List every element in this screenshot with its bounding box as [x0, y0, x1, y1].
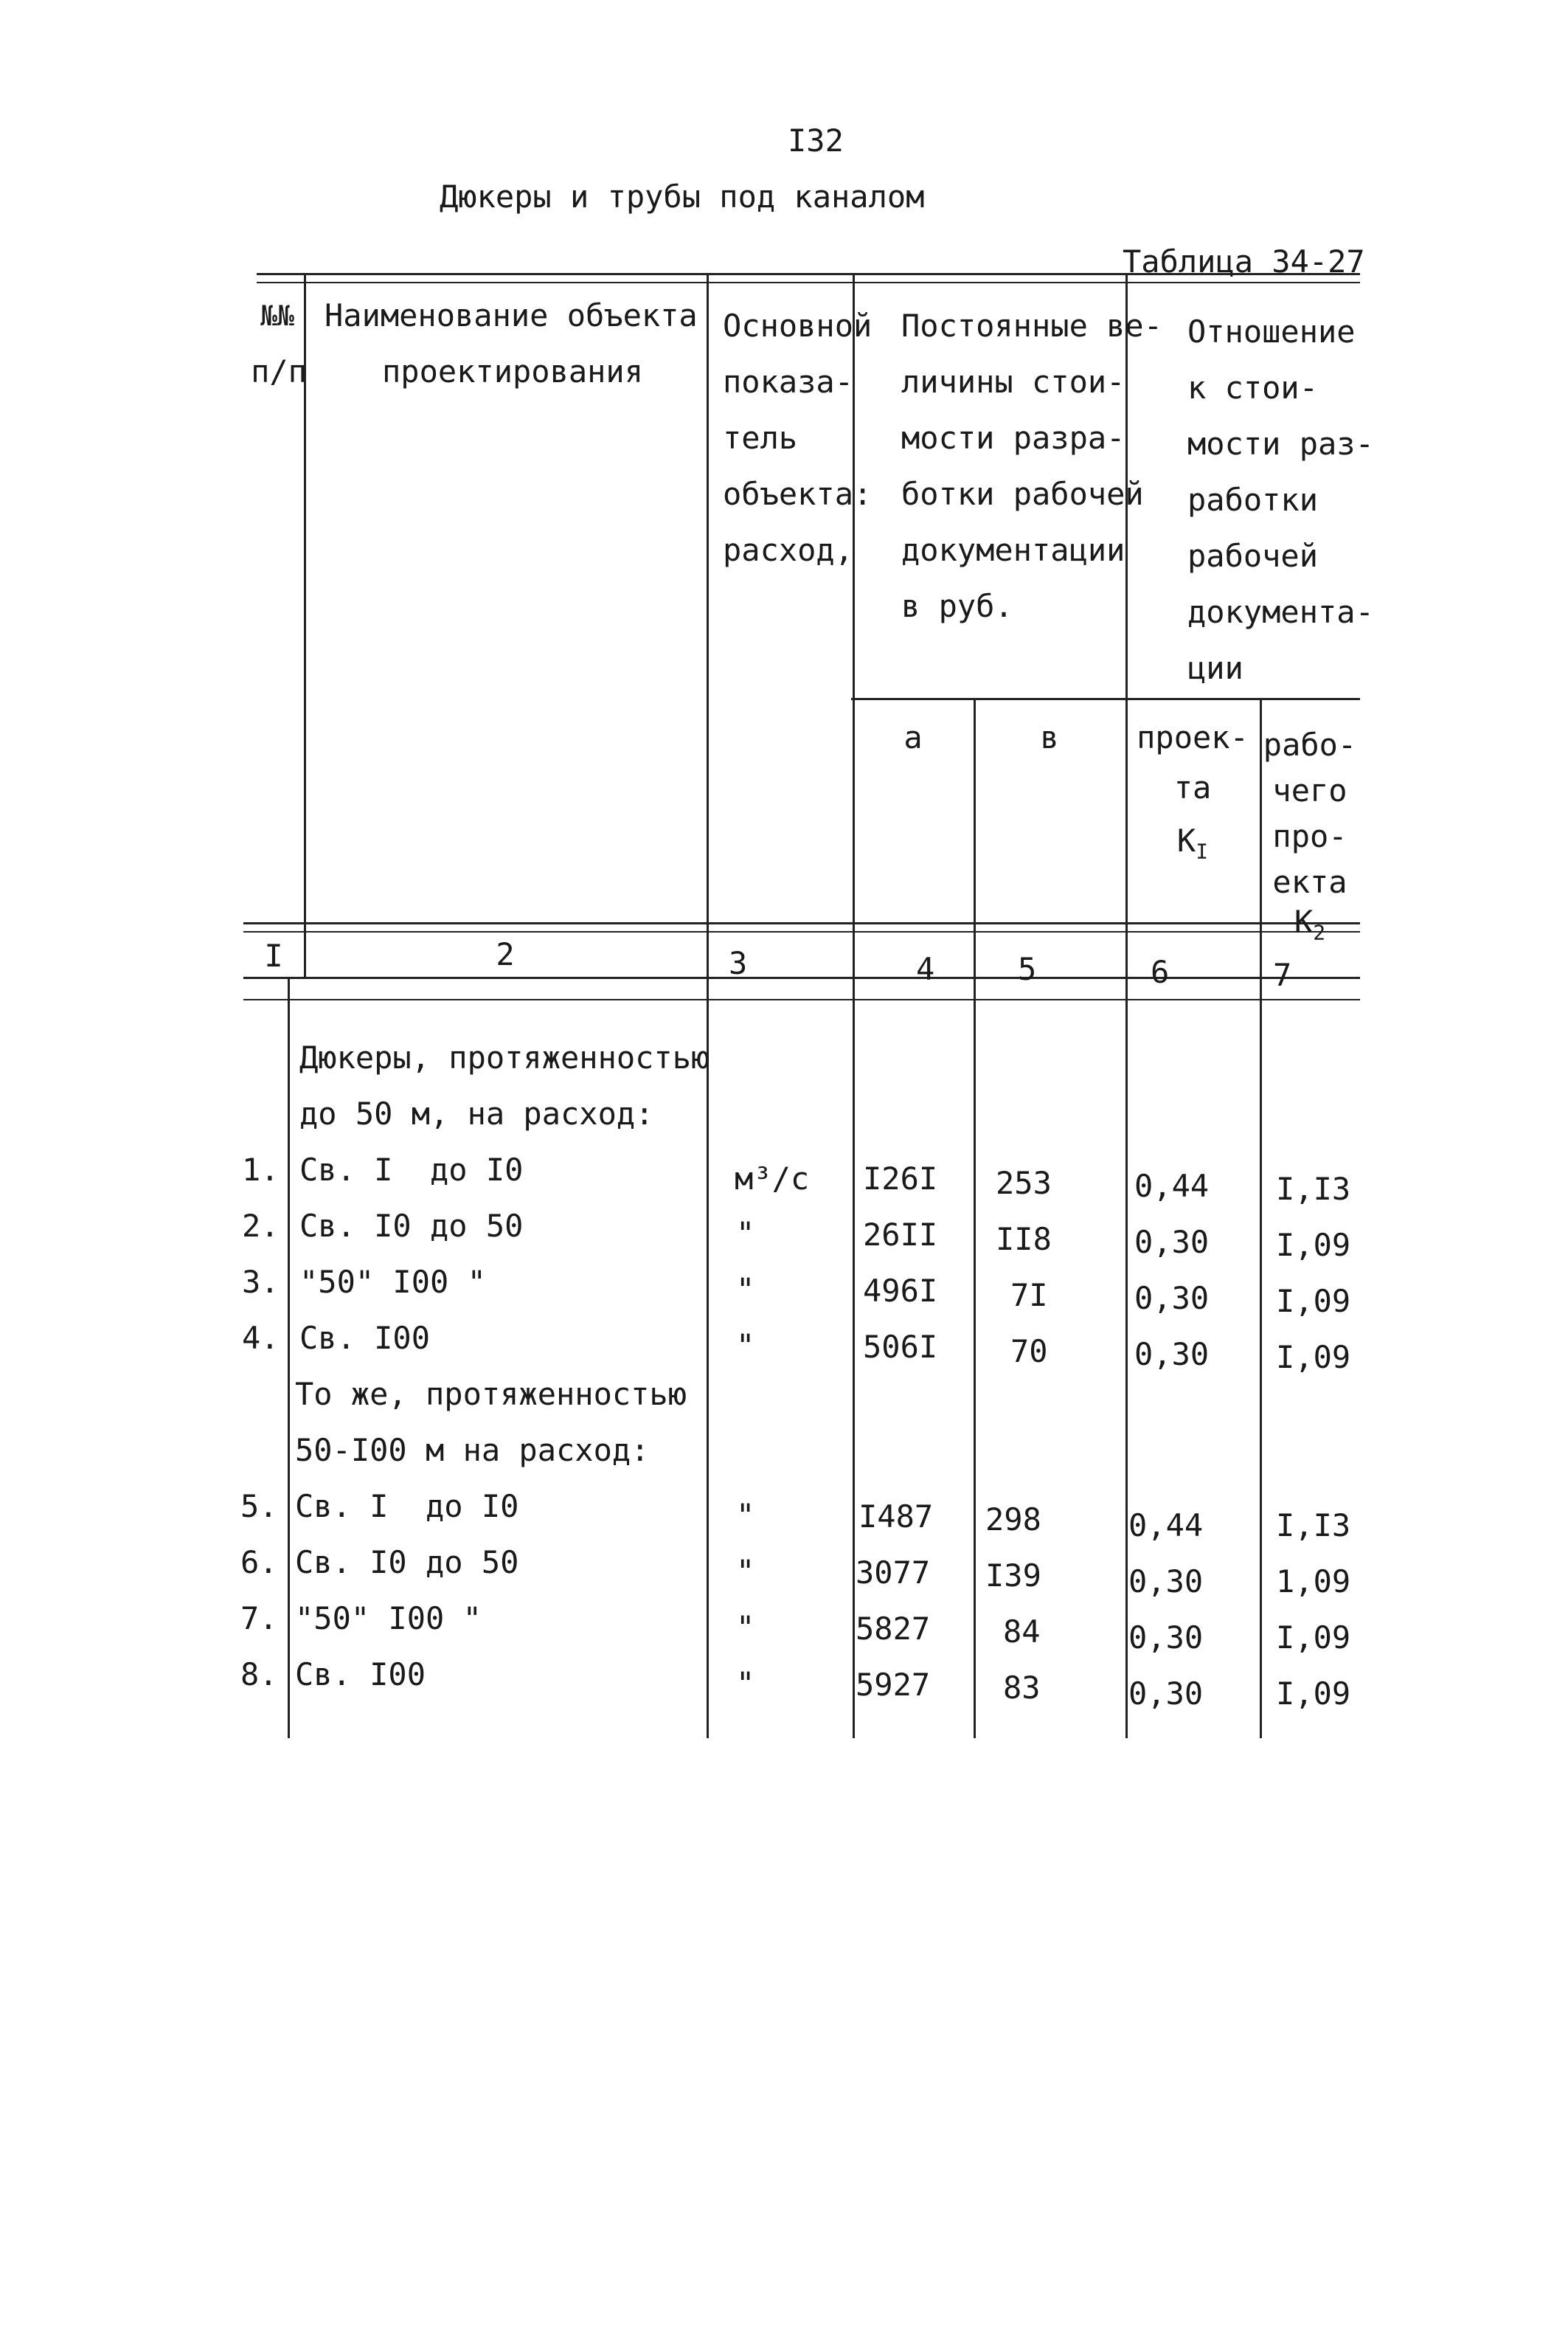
- column-number-7: 7: [1273, 957, 1292, 993]
- column-number-1: I: [264, 938, 283, 974]
- row-k2-value: I,09: [1276, 1619, 1351, 1656]
- row-b-value: 298: [985, 1501, 1041, 1538]
- row-name: "50" I00 ": [299, 1264, 486, 1300]
- row-name: "50" I00 ": [295, 1600, 482, 1636]
- row-b-value: 253: [996, 1165, 1052, 1201]
- subheader-b: в: [1040, 719, 1059, 755]
- row-name: Св. I00: [295, 1656, 426, 1692]
- header-cost-line3: мости разра-: [901, 420, 1125, 456]
- column-number-3: 3: [729, 945, 748, 981]
- header-indicator-line5: расход,: [723, 532, 854, 568]
- row-b-value: 84: [1003, 1613, 1041, 1650]
- header-cost-line1: Постоянные ве-: [901, 308, 1163, 344]
- row-unit: ": [736, 1271, 755, 1307]
- header-ratio-line6: документа-: [1187, 594, 1374, 630]
- subheader-k2-index: 2: [1313, 920, 1326, 945]
- header-ratio-line1: Отношение: [1187, 314, 1356, 350]
- row-number: 3.: [242, 1264, 280, 1300]
- row-name: Св. I до I0: [295, 1488, 519, 1524]
- row-b-value: 83: [1003, 1670, 1041, 1706]
- row-k1-value: 0,30: [1128, 1675, 1204, 1712]
- row-name: Св. I0 до 50: [295, 1544, 519, 1580]
- row-k2-value: 1,09: [1276, 1563, 1351, 1599]
- row-unit: ": [736, 1215, 755, 1251]
- header-indicator-line1: Основной: [723, 308, 873, 344]
- row-number: 1.: [242, 1152, 280, 1188]
- header-number-line1: №№: [260, 300, 294, 332]
- header-ratio-line2: к стои-: [1187, 370, 1319, 406]
- row-a-value: 5827: [856, 1611, 931, 1647]
- header-cost-line5: документации: [901, 532, 1125, 568]
- row-k1-value: 0,44: [1128, 1507, 1204, 1543]
- row-number: 7.: [240, 1600, 278, 1636]
- row-a-value: 5927: [856, 1667, 931, 1703]
- subheader-k2-symbol: $К_2$: [1294, 904, 1326, 945]
- subheader-a: а: [903, 719, 923, 755]
- header-indicator-line3: тель: [723, 420, 798, 456]
- page-title: Дюкеры и трубы под каналом: [440, 179, 925, 215]
- row-b-value: I39: [985, 1557, 1041, 1594]
- header-name-line2: проектирования: [382, 353, 644, 390]
- row-a-value: 496I: [863, 1273, 938, 1309]
- subheader-k1-symbol: $К_I$: [1176, 823, 1209, 864]
- row-k1-value: 0,30: [1134, 1280, 1210, 1316]
- row-b-value: II8: [996, 1221, 1052, 1257]
- row-a-value: I26I: [863, 1161, 938, 1197]
- row-name: Св. I0 до 50: [299, 1208, 524, 1244]
- row-number: 2.: [242, 1208, 280, 1244]
- header-number-line2: п/п: [251, 353, 307, 390]
- row-b-value: 70: [1010, 1333, 1048, 1369]
- row-unit: ": [736, 1497, 755, 1533]
- row-a-value: 3077: [856, 1554, 931, 1591]
- row-name: Св. I до I0: [299, 1152, 524, 1188]
- page-number: I32: [788, 122, 844, 159]
- row-name: Св. I00: [299, 1320, 431, 1356]
- subheader-k2-line3: про-: [1272, 818, 1347, 854]
- row-k2-value: I,09: [1276, 1339, 1351, 1375]
- header-ratio-line3: мости раз-: [1187, 426, 1374, 462]
- header-cost-line4: ботки рабочей: [901, 476, 1144, 512]
- section1-line2: до 50 м, на расход:: [299, 1096, 654, 1132]
- row-unit: м³/с: [735, 1161, 810, 1197]
- row-unit: ": [736, 1665, 755, 1701]
- column-number-6: 6: [1151, 954, 1170, 990]
- header-indicator-line2: показа-: [723, 364, 854, 400]
- subheader-k2-line2: чего: [1272, 772, 1347, 809]
- row-k1-value: 0,30: [1134, 1336, 1210, 1372]
- row-unit: ": [736, 1327, 755, 1363]
- column-number-2: 2: [496, 936, 515, 972]
- section2-line2: 50-I00 м на расход:: [295, 1432, 650, 1468]
- row-number: 8.: [240, 1656, 278, 1692]
- header-indicator-line4: объекта:: [723, 476, 873, 512]
- row-k1-value: 0,30: [1128, 1563, 1204, 1599]
- subheader-k2-line1: рабо-: [1263, 727, 1357, 763]
- row-k2-value: I,09: [1276, 1283, 1351, 1319]
- subheader-k1-line1: проек-: [1137, 719, 1249, 755]
- row-a-value: 506I: [863, 1329, 938, 1365]
- subheader-k1-index: I: [1196, 839, 1209, 864]
- header-ratio-line5: рабочей: [1187, 538, 1319, 574]
- section2-line1: То же, протяженностью: [295, 1376, 687, 1412]
- header-cost-line6: в руб.: [901, 588, 1013, 624]
- header-ratio-line4: работки: [1187, 482, 1319, 518]
- row-b-value: 7I: [1010, 1277, 1048, 1313]
- row-number: 5.: [240, 1488, 278, 1524]
- row-a-value: I487: [858, 1498, 934, 1535]
- row-number: 6.: [240, 1544, 278, 1580]
- row-k1-value: 0,30: [1128, 1619, 1204, 1656]
- header-cost-line2: личины стои-: [901, 364, 1125, 400]
- subheader-k2-line4: екта: [1272, 864, 1347, 900]
- row-a-value: 26II: [863, 1217, 938, 1253]
- header-name-line1: Наименование объекта: [325, 297, 698, 333]
- row-k2-value: I,I3: [1276, 1507, 1351, 1543]
- table-label: Таблица 34-27: [1123, 243, 1365, 280]
- subheader-k1-line2: та: [1173, 769, 1212, 806]
- row-k1-value: 0,44: [1134, 1168, 1210, 1204]
- column-number-4: 4: [916, 951, 935, 987]
- row-k1-value: 0,30: [1134, 1224, 1210, 1260]
- row-k2-value: I,09: [1276, 1227, 1351, 1263]
- row-k2-value: I,I3: [1276, 1171, 1351, 1207]
- section1-line1: Дюкеры, протяженностью: [299, 1040, 710, 1076]
- row-unit: ": [736, 1609, 755, 1645]
- row-number: 4.: [242, 1320, 280, 1356]
- row-k2-value: I,09: [1276, 1675, 1351, 1712]
- column-number-5: 5: [1018, 951, 1037, 987]
- row-unit: ": [736, 1553, 755, 1589]
- header-ratio-line7: ции: [1187, 650, 1243, 686]
